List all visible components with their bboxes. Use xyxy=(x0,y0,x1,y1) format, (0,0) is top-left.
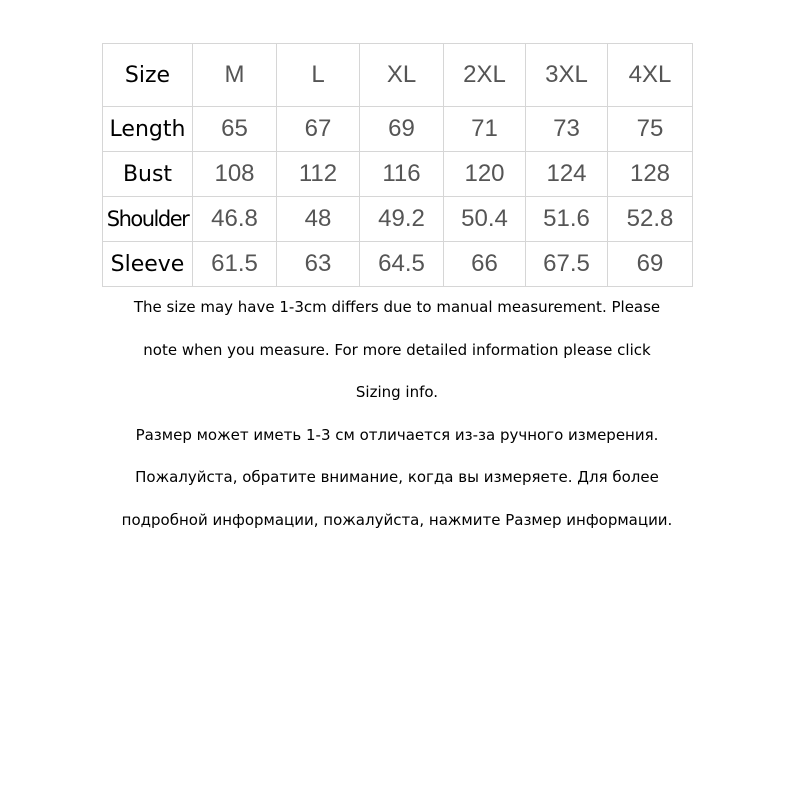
note-russian-line-2: Пожалуйста, обратите внимание, когда вы измеряете. Для более xyxy=(135,468,659,486)
row-label-bust: Bust xyxy=(103,152,193,197)
note-english-line-2: note when you measure. For more detailed information please click xyxy=(143,340,651,359)
header-cell-4xl: 4XL xyxy=(608,44,693,107)
table-cell: 61.5 xyxy=(193,242,277,287)
size-chart-table xyxy=(102,43,693,287)
table-cell: 46.8 xyxy=(193,197,277,242)
header-cell-2xl: 2XL xyxy=(444,44,526,107)
table-cell: 51.6 xyxy=(526,197,608,242)
row-label-shoulder: Shoulder xyxy=(103,197,193,242)
table-row-sleeve xyxy=(103,242,693,287)
header-cell-m: M xyxy=(193,44,277,107)
header-cell-l: L xyxy=(277,44,360,107)
header-cell-3xl: 3XL xyxy=(526,44,608,107)
table-cell: 71 xyxy=(444,107,526,152)
table-cell: 69 xyxy=(360,107,444,152)
table-cell: 112 xyxy=(277,152,360,197)
table-cell: 50.4 xyxy=(444,197,526,242)
size-notes xyxy=(100,286,694,541)
table-cell: 120 xyxy=(444,152,526,197)
row-label-sleeve: Sleeve xyxy=(103,242,193,287)
table-cell: 108 xyxy=(193,152,277,197)
table-cell: 52.8 xyxy=(608,197,693,242)
table-cell: 128 xyxy=(608,152,693,197)
table-cell: 67 xyxy=(277,107,360,152)
table-cell: 66 xyxy=(444,242,526,287)
table-cell: 65 xyxy=(193,107,277,152)
table-row-length xyxy=(103,107,693,152)
header-cell-xl: XL xyxy=(360,44,444,107)
table-row-shoulder xyxy=(103,197,693,242)
note-english-line-1: The size may have 1-3cm differs due to manual measurement. Please xyxy=(133,298,661,316)
table-header-row xyxy=(103,44,693,107)
header-cell-size: Size xyxy=(103,44,193,107)
table-cell: 67.5 xyxy=(526,242,608,287)
table-cell: 69 xyxy=(608,242,693,287)
table-row-bust xyxy=(103,152,693,197)
table-cell: 75 xyxy=(608,107,693,152)
table-cell: 73 xyxy=(526,107,608,152)
table-cell: 63 xyxy=(277,242,360,287)
note-russian-line-3: подробной информации, пожалуйста, нажмите Размер информации. xyxy=(121,510,673,529)
row-label-length: Length xyxy=(103,107,193,152)
table-cell: 48 xyxy=(277,197,360,242)
note-english-line-3: Sizing info. xyxy=(355,383,439,401)
table-cell: 64.5 xyxy=(360,242,444,287)
table-cell: 124 xyxy=(526,152,608,197)
table-cell: 116 xyxy=(360,152,444,197)
table-cell: 49.2 xyxy=(360,197,444,242)
note-russian-line-1: Размер может иметь 1-3 см отличается из-за ручного измерения. xyxy=(135,425,659,444)
